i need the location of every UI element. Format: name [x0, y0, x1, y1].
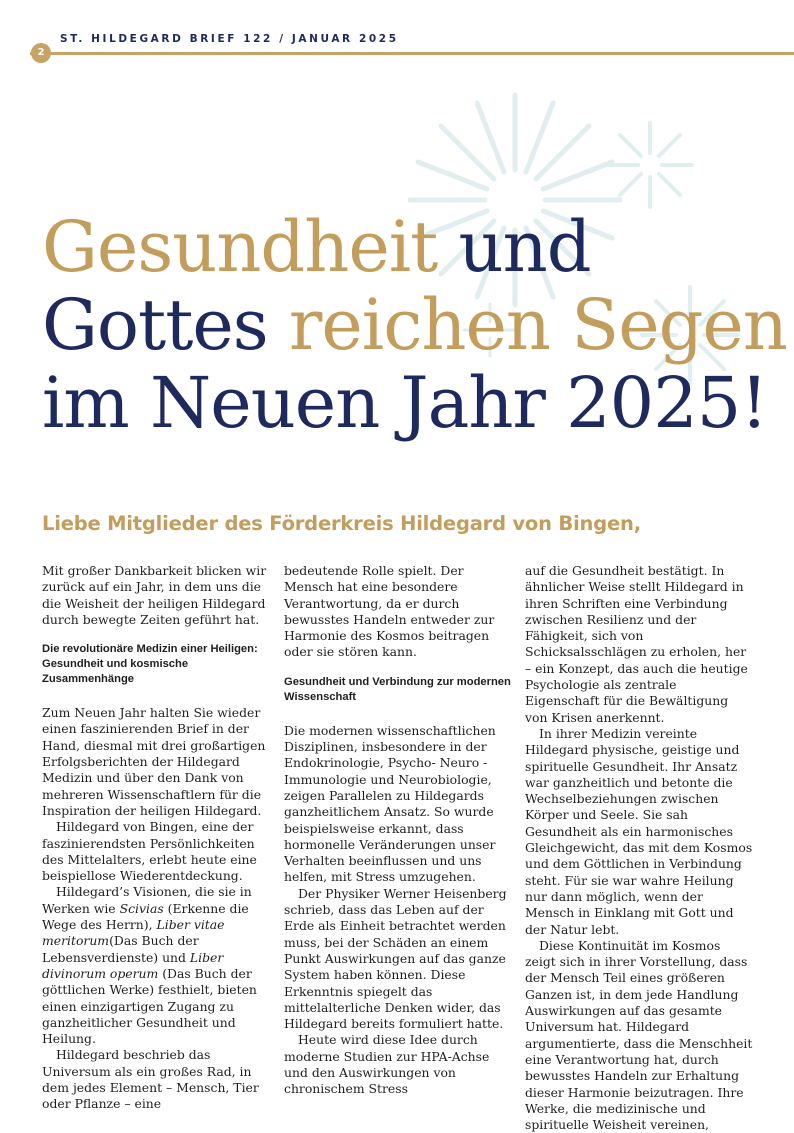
section-heading: Gesundheit und Verbindung zur modernen Wissenschaft [284, 675, 511, 703]
book-title: Scivias [119, 900, 164, 916]
article-column-2 [284, 563, 512, 1098]
intro-paragraph: Mit großer Dankbarkeit blicken wir zurück auf ein Jahr, in dem uns die die Weisheit der heiligen Hildegard durch bewegte Zeiten geführt hat. [42, 563, 267, 627]
body-paragraph: In ihrer Medizin vereinte Hildegard physische, geistige und spirituelle Gesundheit. Ihr Ansatz war ganzheitlich und betonte die Wechselbeziehungen zwischen Körper und Seele. Sie sah Gesundheit als ein harmonisches Gleichgewicht, das mit dem Kosmos und dem Göttlichen in Verbindung steht. Für sie war wahre Heilung nur dann möglich, wenn der Mensch in Einklang mit Gott und der Natur lebt. [525, 725, 753, 937]
page-number-badge: 2 [31, 43, 51, 63]
body-paragraph: Heute wird diese Idee durch moderne Studien zur HPA-Achse und den Auswirkungen von chronischem Stress [284, 1032, 490, 1097]
book-title: Liber divinorum operum [42, 949, 224, 981]
article-column-1 [42, 563, 270, 1113]
body-paragraph: Die modernen wissenschaftlichen Disziplinen, insbesondere in der Endokrinologie, Psycho- Neuro - Immunologie und Neurobiologie, zeigen Parallelen zu Hildegards ganzheitlichem Ansatz. So wurde beispielsweise erkannt, dass hormonelle Veränderungen unser Verhalten beeinflussen und uns helfen, mit Stress umzugehen. [284, 722, 496, 885]
body-paragraph: Zum Neuen Jahr halten Sie wieder einen faszinierenden Brief in der Hand, diesmal mit drei großartigen Erfolgsberichten der Hildegard Medizin und über den Dank von mehreren Wissenschaftlern für die Inspiration der heiligen Hildegard. [42, 705, 266, 818]
headline-line-1 [42, 208, 782, 286]
headline-gold-text: reichen Segen [288, 284, 787, 366]
text-run: (Das Buch der Lebensverdienste) und [42, 933, 199, 965]
greeting-heading: Liebe Mitglieder des Förderkreis Hildegard von Bingen, [42, 512, 641, 535]
body-paragraph: Hildegard beschrieb das Universum als ein großes Rad, in dem jedes Element – Mensch, Tier oder Pflanze – eine [42, 1047, 259, 1112]
headline-blue-text: Gottes [42, 284, 289, 366]
text-run: Hildegard’s Visionen, die sie in Werken wie [42, 884, 252, 916]
body-paragraph: Der Physiker Werner Heisenberg schrieb, dass das Leben auf der Erde als Einheit betrachtet werden muss, bei der Schäden an einem Punkt Auswirkungen auf das ganze System haben können. Diese Erkenntnis spiegelt das mittelalterliche Denken wider, das Hildegard bereits formuliert hatte. [284, 885, 507, 1032]
text-run: (Erkenne die Wege des Herrn), [42, 900, 249, 933]
running-title: ST. HILDEGARD BRIEF 122 / JANUAR 2025 [60, 33, 399, 45]
body-paragraph: bedeutende Rolle spielt. Der Mensch hat eine besondere Verantwortung, da er durch bewusstes Handeln entweder zur Harmonie des Kosmos beitragen oder sie stören kann. [284, 563, 495, 660]
article-column-3 [525, 563, 753, 1133]
headline-line-2 [42, 284, 787, 366]
body-paragraph: auf die Gesundheit bestätigt. In ähnlicher Weise stellt Hildegard in ihren Schriften eine Verbindung zwischen Resilienz und der Fähigkeit, sich von Schicksalsschlägen zu erholen, her – ein Konzept, das auch die heutige Psychologie als zentrale Eigenschaft für die Bewältigung von Krisen anerkennt. [525, 563, 748, 725]
text-run: (Das Buch der göttlichen Werke) festhielt, bieten einen einzigartigen Zugang zu ganzheitlicher Gesundheit und Heilung. [42, 965, 257, 1047]
page-headline [42, 206, 787, 444]
header-rule [30, 52, 794, 55]
body-paragraph [42, 884, 270, 1047]
body-paragraph: Hildegard von Bingen, eine der faszinierendsten Persönlichkeiten des Mittelalters, erlebt heute eine beispiellose Wiederentdeckung. [42, 819, 257, 884]
headline-line-3: im Neuen Jahr 2025! [42, 362, 768, 444]
section-heading: Die revolutionäre Medizin einer Heiligen: Gesundheit und kosmische Zusammenhänge [42, 643, 258, 686]
body-paragraph: Diese Kontinuität im Kosmos zeigt sich in ihrer Vorstellung, dass der Mensch Teil eines größeren Ganzen ist, in dem jede Handlung Auswirkungen auf das gesamte Universum hat. Hildegard argumentierte, dass die Menschheit eine Verantwortung hat, durch bewusstes Handeln zur Erhaltung dieser Harmonie beizutragen. Ihre Werke, die medizinische und spirituelle Weisheit vereinen, [525, 937, 753, 1133]
book-title: Liber vitae meritorum [42, 917, 225, 949]
headline-blue-text: und [437, 206, 591, 288]
headline-gold-text: Gesundheit [42, 206, 438, 288]
page-header [0, 0, 794, 70]
